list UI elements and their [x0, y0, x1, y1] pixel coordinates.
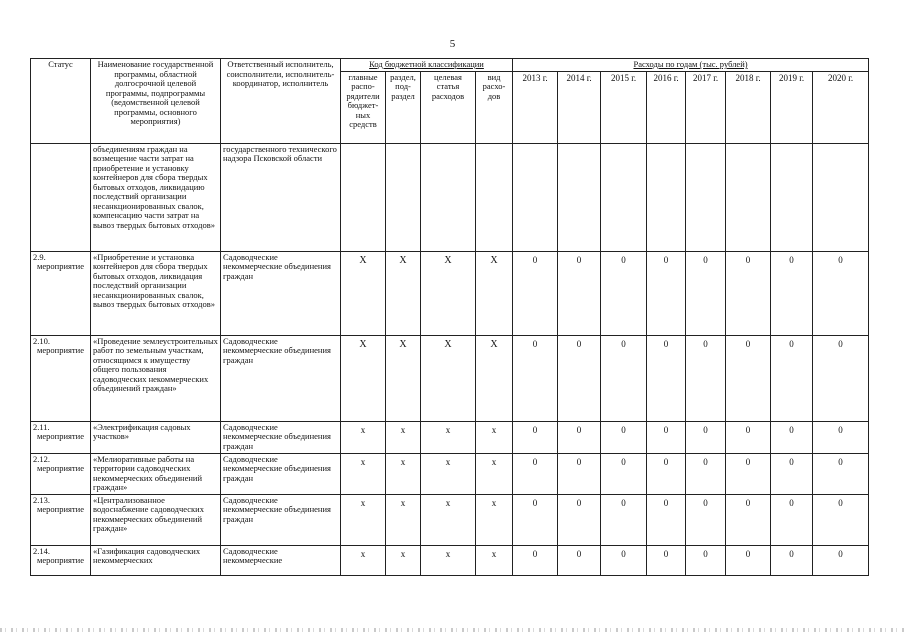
header-year: 2017 г. — [686, 71, 726, 143]
expense-value-cell: 0 — [558, 494, 601, 545]
empty-cell — [421, 143, 476, 251]
budget-code-cell: X — [341, 251, 386, 335]
header-expenses: Расходы по годам (тыс. рублей) — [513, 59, 869, 72]
empty-cell — [726, 143, 771, 251]
expense-value-cell: 0 — [813, 453, 869, 494]
expense-value-cell: 0 — [513, 494, 558, 545]
expense-value-cell: 0 — [601, 494, 647, 545]
header-budget-code-col: вид расхо-дов — [476, 71, 513, 143]
budget-code-cell: X — [386, 251, 421, 335]
expense-value-cell: 0 — [513, 335, 558, 421]
expense-value-cell: 0 — [647, 494, 686, 545]
budget-code-cell: x — [386, 545, 421, 575]
table-row — [31, 421, 869, 453]
expense-value-cell: 0 — [558, 335, 601, 421]
expense-value-cell: 0 — [726, 494, 771, 545]
header-budget-code-col: раздел, под-раздел — [386, 71, 421, 143]
empty-cell — [647, 143, 686, 251]
expense-value-cell: 0 — [771, 494, 813, 545]
header-name: Наименование государственной программы, областной долгосрочной целевой программы, подпрограммы (ведомственной целевой программы, основного мероприятия) — [91, 59, 221, 144]
item-type: мероприятие — [37, 504, 84, 515]
header-row-1 — [31, 59, 869, 72]
expense-value-cell: 0 — [513, 251, 558, 335]
empty-cell — [601, 143, 647, 251]
expense-value-cell: 0 — [558, 545, 601, 575]
budget-code-cell: x — [476, 494, 513, 545]
budget-code-cell: x — [421, 453, 476, 494]
expense-value-cell: 0 — [601, 453, 647, 494]
item-name: «Газификация садоводческих некоммерческих — [91, 545, 221, 575]
budget-code-cell: x — [421, 545, 476, 575]
expense-value-cell: 0 — [647, 335, 686, 421]
expense-value-cell: 0 — [771, 453, 813, 494]
status-cell — [31, 545, 91, 575]
item-number: 2.14. — [33, 545, 50, 556]
expense-value-cell: 0 — [771, 421, 813, 453]
budget-code-cell: X — [341, 335, 386, 421]
continuation-name: объединениям граждан на возмещение части затрат на приобретение и установку контейнеров для сбора твердых бытовых отходов, ликвидацию последствий организации несанкционированных свалок, компенсацию части затрат на вывоз твердых бытовых отходов» — [91, 143, 221, 251]
expense-value-cell: 0 — [686, 421, 726, 453]
status-cell — [31, 421, 91, 453]
expense-value-cell: 0 — [647, 453, 686, 494]
header-budget-code: Код бюджетной классификации — [341, 59, 513, 72]
expense-value-cell: 0 — [813, 421, 869, 453]
item-number: 2.9. — [33, 251, 46, 262]
status-cell — [31, 335, 91, 421]
status-cell — [31, 494, 91, 545]
scan-artifact — [0, 628, 905, 632]
table-row — [31, 545, 869, 575]
expense-value-cell: 0 — [686, 494, 726, 545]
continuation-status — [31, 143, 91, 251]
status-cell — [31, 251, 91, 335]
status-cell — [31, 453, 91, 494]
table-row — [31, 453, 869, 494]
item-type: мероприятие — [37, 463, 84, 474]
expense-value-cell: 0 — [558, 421, 601, 453]
empty-cell — [686, 143, 726, 251]
expense-value-cell: 0 — [771, 335, 813, 421]
header-year: 2018 г. — [726, 71, 771, 143]
empty-cell — [386, 143, 421, 251]
expense-value-cell: 0 — [558, 251, 601, 335]
budget-code-cell: x — [421, 494, 476, 545]
empty-cell — [558, 143, 601, 251]
item-responsible: Садоводческие некоммерческие объединения граждан — [221, 453, 341, 494]
budget-code-cell: X — [421, 335, 476, 421]
expense-value-cell: 0 — [686, 453, 726, 494]
expense-value-cell: 0 — [726, 453, 771, 494]
item-name: «Электрификация садовых участков» — [91, 421, 221, 453]
expense-value-cell: 0 — [513, 453, 558, 494]
expense-value-cell: 0 — [601, 335, 647, 421]
header-status: Статус — [31, 59, 91, 144]
budget-code-cell: X — [476, 251, 513, 335]
expense-value-cell: 0 — [686, 251, 726, 335]
empty-cell — [513, 143, 558, 251]
item-number: 2.11. — [33, 421, 50, 432]
budget-code-cell: x — [386, 494, 421, 545]
budget-code-cell: x — [341, 421, 386, 453]
header-year: 2020 г. — [813, 71, 869, 143]
item-number: 2.10. — [33, 335, 50, 346]
item-type: мероприятие — [37, 261, 84, 272]
budget-code-cell: x — [476, 453, 513, 494]
expense-value-cell: 0 — [726, 545, 771, 575]
expense-value-cell: 0 — [513, 421, 558, 453]
budget-code-cell: x — [421, 421, 476, 453]
budget-code-cell: x — [341, 453, 386, 494]
item-name: «Приобретение и установка контейнеров для сбора твердых бытовых отходов, ликвидация последствий организации несанкционированных свалок, вывоз твердых бытовых отходов» — [91, 251, 221, 335]
expense-value-cell: 0 — [558, 453, 601, 494]
table-row — [31, 335, 869, 421]
item-name: «Мелиоративные работы на территории садоводческих некоммерческих объединений граждан» — [91, 453, 221, 494]
budget-code-cell: x — [386, 453, 421, 494]
budget-code-cell: X — [386, 335, 421, 421]
item-name: «Централизованное водоснабжение садоводческих некоммерческих объединений граждан» — [91, 494, 221, 545]
expense-value-cell: 0 — [647, 421, 686, 453]
header-year: 2015 г. — [601, 71, 647, 143]
expense-value-cell: 0 — [813, 335, 869, 421]
header-year: 2013 г. — [513, 71, 558, 143]
empty-cell — [813, 143, 869, 251]
item-type: мероприятие — [37, 555, 84, 566]
item-number: 2.13. — [33, 494, 50, 505]
budget-code-cell: X — [476, 335, 513, 421]
continuation-responsible: государственного технического надзора Псковской области — [221, 143, 341, 251]
budget-code-cell: x — [386, 421, 421, 453]
expense-value-cell: 0 — [686, 335, 726, 421]
expense-value-cell: 0 — [813, 545, 869, 575]
empty-cell — [476, 143, 513, 251]
header-year: 2019 г. — [771, 71, 813, 143]
expense-value-cell: 0 — [601, 421, 647, 453]
table-row — [31, 251, 869, 335]
item-responsible: Садоводческие некоммерческие — [221, 545, 341, 575]
budget-code-cell: X — [421, 251, 476, 335]
header-budget-code-col: целевая статья расходов — [421, 71, 476, 143]
header-year: 2016 г. — [647, 71, 686, 143]
expense-value-cell: 0 — [601, 251, 647, 335]
item-name: «Проведение землеустроительных работ по земельным участкам, относящимся к имуществу общего пользования садоводческих некоммерческих объединений граждан» — [91, 335, 221, 421]
page-number: 5 — [449, 38, 456, 50]
expense-value-cell: 0 — [686, 545, 726, 575]
budget-code-cell: x — [341, 494, 386, 545]
expense-value-cell: 0 — [513, 545, 558, 575]
table-row — [31, 494, 869, 545]
expense-value-cell: 0 — [771, 251, 813, 335]
expense-value-cell: 0 — [726, 421, 771, 453]
budget-table — [30, 58, 869, 576]
item-responsible: Садоводческие некоммерческие объединения граждан — [221, 494, 341, 545]
header-responsible: Ответственный исполнитель, соисполнители, исполнитель-координатор, исполнитель — [221, 59, 341, 144]
item-type: мероприятие — [37, 431, 84, 442]
expense-value-cell: 0 — [771, 545, 813, 575]
expense-value-cell: 0 — [813, 251, 869, 335]
item-responsible: Садоводческие некоммерческие объединения граждан — [221, 335, 341, 421]
header-budget-code-col: главные распо-рядители бюджет-ных средств — [341, 71, 386, 143]
empty-cell — [341, 143, 386, 251]
empty-cell — [771, 143, 813, 251]
expense-value-cell: 0 — [601, 545, 647, 575]
expense-value-cell: 0 — [647, 251, 686, 335]
header-year: 2014 г. — [558, 71, 601, 143]
expense-value-cell: 0 — [813, 494, 869, 545]
expense-value-cell: 0 — [647, 545, 686, 575]
expense-value-cell: 0 — [726, 251, 771, 335]
item-responsible: Садоводческие некоммерческие объединения граждан — [221, 421, 341, 453]
item-responsible: Садоводческие некоммерческие объединения граждан — [221, 251, 341, 335]
continuation-row — [31, 143, 869, 251]
budget-code-cell: x — [476, 421, 513, 453]
expense-value-cell: 0 — [726, 335, 771, 421]
item-type: мероприятие — [37, 345, 84, 356]
budget-code-cell: x — [476, 545, 513, 575]
budget-code-cell: x — [341, 545, 386, 575]
item-number: 2.12. — [33, 453, 50, 464]
